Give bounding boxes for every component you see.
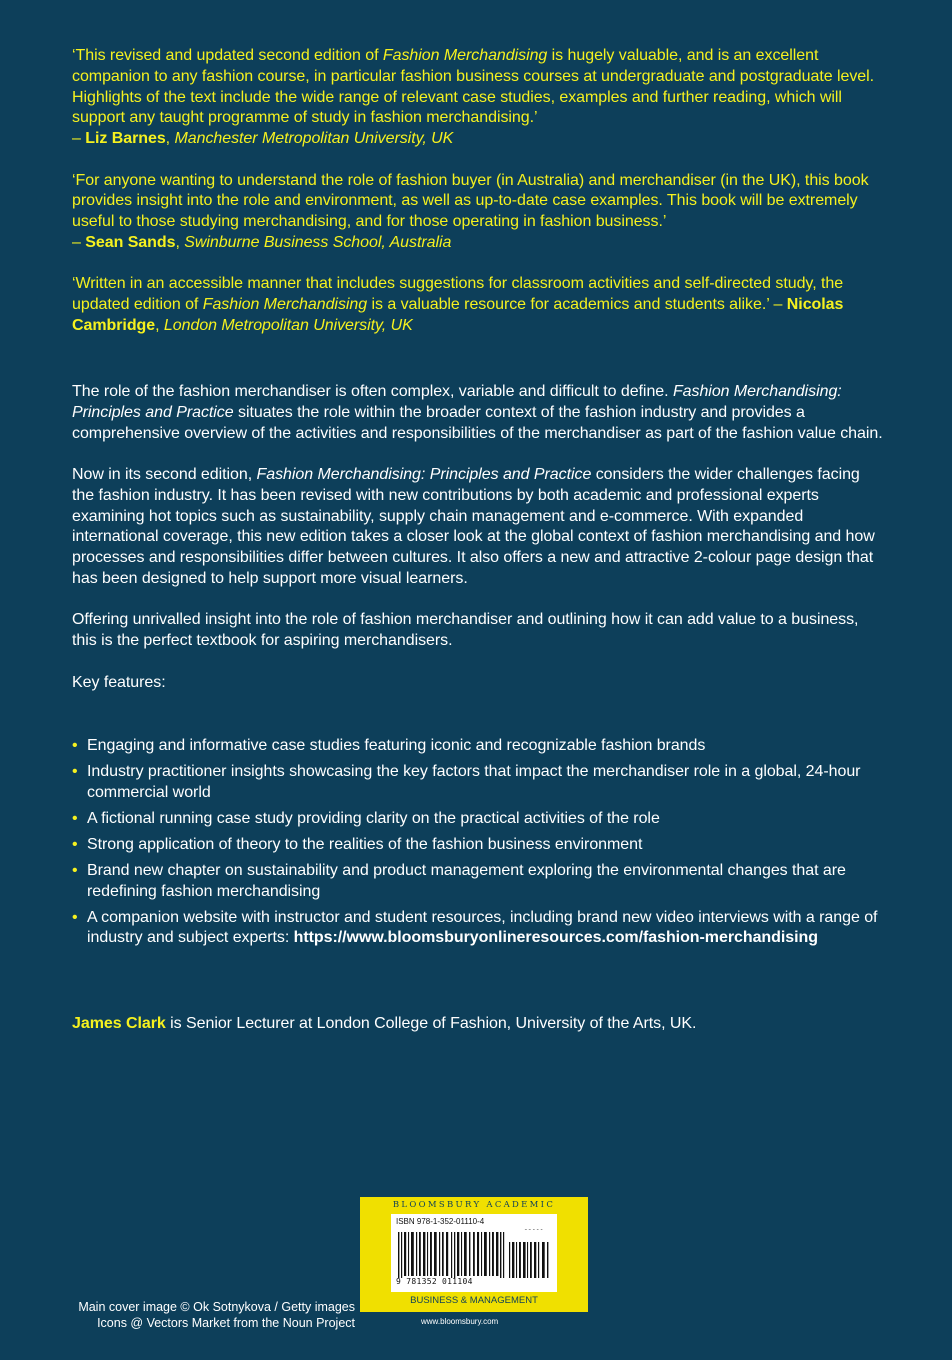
author-name: James Clark xyxy=(72,1015,166,1032)
barcode-number: 9 781352 011104 xyxy=(396,1277,473,1286)
bullet-icon: • xyxy=(72,908,78,926)
review-quote: ‘Written in an accessible manner that includes suggestions for classroom activities and self-directed study, the updated edition of Fashion Merchandising is a valuable resource for academics and students alike.’ – Nicolas Cambridge, London Metropolitan University, UK xyxy=(72,275,844,334)
list-item: • A fictional running case study providing clarity on the practical activities of the role xyxy=(72,809,884,830)
review-quote: ‘For anyone wanting to understand the role of fashion buyer (in Australia) and merchandiser (in the UK), this book provides insight into the role and environment, as well as up-to-date case examples. This book will be extremely useful to those studying merchandising, and for those operating in fashion business.’ – Sean Sands, Swinburne Business School, Australia xyxy=(72,171,869,251)
book-title: Fashion Merchandising xyxy=(382,47,548,64)
barcode-panel xyxy=(360,1197,588,1312)
book-title: Fashion Merchandising: Principles and Practice xyxy=(72,383,842,421)
bullet-icon: • xyxy=(72,861,78,879)
bullet-icon: • xyxy=(72,835,78,853)
cover-image-credit: Main cover image © Ok Sotnykova / Getty images xyxy=(78,1300,355,1314)
bullet-icon: • xyxy=(72,809,78,827)
reviewer-name: Liz Barnes xyxy=(85,130,166,148)
description-paragraph: Offering unrivalled insight into the role of fashion merchandiser and outlining how it can add value to a business, this is the perfect textbook for aspiring merchandisers. xyxy=(72,611,859,650)
image-credits xyxy=(78,1299,355,1331)
barcode-box xyxy=(391,1214,557,1292)
reviewer-affiliation: Swinburne Business School, Australia xyxy=(184,233,452,251)
bullet-icon: • xyxy=(72,737,78,754)
review-quote: ‘This revised and updated second edition of Fashion Merchandising is hugely valuable, and is an excellent companion to any fashion course, in particular fashion business courses at undergraduate and postgraduate level. Highlights of the text include the wide range of relevant case studies, examples and further reading, which will support any taught programme of study in fashion merchandising.’ – Liz Barnes, Manchester Metropolitan University, UK xyxy=(72,47,875,148)
review-quotes xyxy=(72,46,882,337)
book-title: Fashion Merchandising xyxy=(202,296,368,314)
key-features-list xyxy=(72,736,884,954)
key-features-heading: Key features: xyxy=(72,673,166,691)
publisher-website[interactable]: www.bloomsbury.com xyxy=(421,1317,499,1326)
book-description xyxy=(72,382,884,714)
description-paragraph: The role of the fashion merchandiser is often complex, variable and difficult to define. Fashion Merchandising: Principles and Practice situates the role within the broader context of the fashion industry and provides a comprehensive overview of the activities and responsibilities of the merchandiser as part of the fashion value chain. xyxy=(72,383,883,442)
reviewer-affiliation: London Metropolitan University, UK xyxy=(163,316,413,334)
author-bio: James Clark is Senior Lecturer at London College of Fashion, University of the Arts, UK. xyxy=(72,1015,697,1032)
isbn-label: ISBN 978-1-352-01110-4 xyxy=(396,1217,485,1226)
subject-category: BUSINESS & MANAGEMENT xyxy=(410,1295,538,1306)
list-item: • Brand new chapter on sustainability and product management exploring the environmental changes that are redefining fashion merchandising xyxy=(72,861,846,900)
reviewer-name: Nicolas Cambridge xyxy=(72,296,844,334)
icons-credit: Icons @ Vectors Market from the Noun Project xyxy=(97,1316,355,1330)
reviewer-affiliation: Manchester Metropolitan University, UK xyxy=(174,130,454,148)
list-item: • Industry practitioner insights showcasing the key factors that impact the merchandiser role in a global, 24-hour commercial world xyxy=(72,762,861,801)
list-item: • Engaging and informative case studies featuring iconic and recognizable fashion brands xyxy=(72,736,884,757)
companion-website-link[interactable]: https://www.bloomsburyonlineresources.com/fashion-merchandising xyxy=(293,929,818,947)
list-item: • A companion website with instructor and student resources, including brand new video interviews with a range of industry and subject experts: https://www.bloomsburyonlineresources.com/fashion-merchandising xyxy=(72,908,878,947)
barcode-icon xyxy=(396,1230,552,1278)
list-item: • Strong application of theory to the realities of the fashion business environment xyxy=(72,835,884,856)
bullet-icon: • xyxy=(72,762,78,780)
book-title: Fashion Merchandising: Principles and Practice xyxy=(256,465,592,483)
description-paragraph: Now in its second edition, Fashion Merchandising: Principles and Practice considers the wider challenges facing the fashion industry. It has been revised with new contributions by both academic and professional experts examining hot topics such as sustainability, supply chain management and e-commerce. With expanded international coverage, this new edition takes a closer look at the global context of fashion merchandising and how processes and responsibilities differ between cultures. It also offers a new and attractive 2-colour page design that has been designed to help support more visual learners. xyxy=(72,465,875,587)
publisher-name: BLOOMSBURY ACADEMIC xyxy=(392,1200,556,1210)
reviewer-name: Sean Sands xyxy=(85,233,176,251)
